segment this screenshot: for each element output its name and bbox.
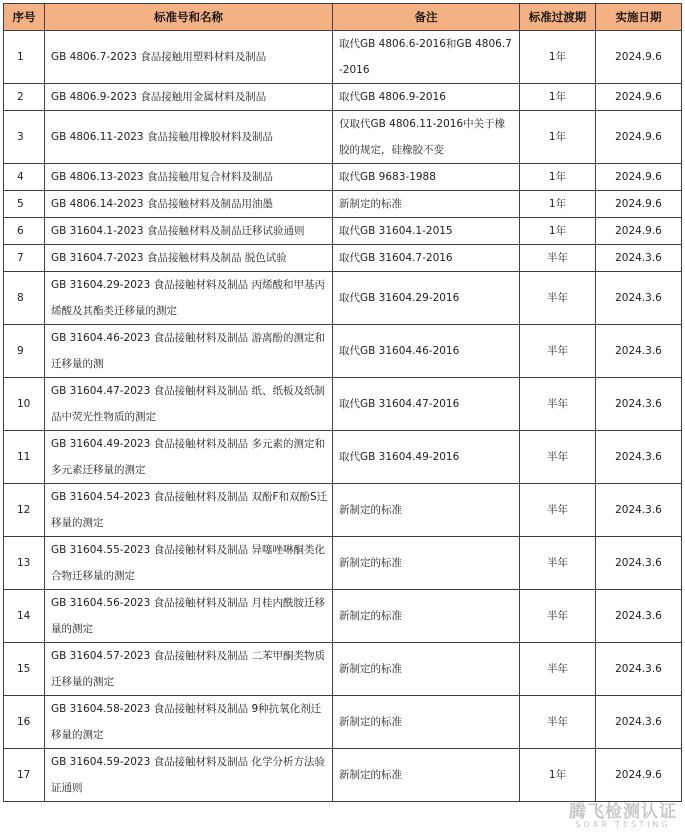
table-row <box>4 643 682 696</box>
row-implementation-date: 2024.9.6 <box>596 31 682 84</box>
row-implementation-date: 2024.3.6 <box>596 245 682 272</box>
row-implementation-date: 2024.3.6 <box>596 643 682 696</box>
table-row <box>4 31 682 84</box>
row-seq: 13 <box>4 537 45 590</box>
row-remarks: 新制定的标准 <box>333 537 520 590</box>
table-row <box>4 111 682 164</box>
row-seq: 12 <box>4 484 45 537</box>
row-remarks: 取代GB 31604.7-2016 <box>333 245 520 272</box>
row-seq: 3 <box>4 111 45 164</box>
row-standard-name: GB 31604.7-2023 食品接触材料及制品 脱色试验 <box>45 245 333 272</box>
row-remarks: 新制定的标准 <box>333 749 520 802</box>
table-row <box>4 272 682 325</box>
row-standard-name: GB 31604.55-2023 食品接触材料及制品 异噻唑啉酮类化合物迁移量的测定 <box>45 537 333 590</box>
row-transition-period: 1年 <box>520 218 596 245</box>
table-row <box>4 484 682 537</box>
row-seq: 16 <box>4 696 45 749</box>
row-standard-name: GB 4806.9-2023 食品接触用金属材料及制品 <box>45 84 333 111</box>
header-transition-period: 标准过渡期 <box>520 4 596 31</box>
header-seq: 序号 <box>4 4 45 31</box>
row-remarks: 取代GB 9683-1988 <box>333 164 520 191</box>
row-seq: 1 <box>4 31 45 84</box>
row-seq: 9 <box>4 325 45 378</box>
row-standard-name: GB 31604.1-2023 食品接触材料及制品迁移试验通则 <box>45 218 333 245</box>
row-seq: 5 <box>4 191 45 218</box>
table-row <box>4 431 682 484</box>
header-remarks: 备注 <box>333 4 520 31</box>
row-standard-name: GB 31604.49-2023 食品接触材料及制品 多元素的测定和多元素迁移量的测定 <box>45 431 333 484</box>
row-implementation-date: 2024.3.6 <box>596 537 682 590</box>
row-seq: 10 <box>4 378 45 431</box>
header-row <box>4 4 682 31</box>
row-standard-name: GB 31604.56-2023 食品接触材料及制品 月桂内酰胺迁移量的测定 <box>45 590 333 643</box>
row-standard-name: GB 31604.57-2023 食品接触材料及制品 二苯甲酮类物质迁移量的测定 <box>45 643 333 696</box>
row-implementation-date: 2024.9.6 <box>596 191 682 218</box>
table-row <box>4 749 682 802</box>
row-seq: 15 <box>4 643 45 696</box>
row-remarks: 新制定的标准 <box>333 643 520 696</box>
row-seq: 7 <box>4 245 45 272</box>
row-standard-name: GB 31604.58-2023 食品接触材料及制品 9种抗氧化剂迁移量的测定 <box>45 696 333 749</box>
standards-table <box>3 3 682 802</box>
row-implementation-date: 2024.3.6 <box>596 484 682 537</box>
row-implementation-date: 2024.3.6 <box>596 378 682 431</box>
row-transition-period: 1年 <box>520 191 596 218</box>
row-transition-period: 半年 <box>520 245 596 272</box>
row-implementation-date: 2024.9.6 <box>596 111 682 164</box>
row-implementation-date: 2024.9.6 <box>596 164 682 191</box>
row-remarks: 取代GB 31604.46-2016 <box>333 325 520 378</box>
row-remarks: 新制定的标准 <box>333 484 520 537</box>
row-standard-name: GB 31604.29-2023 食品接触材料及制品 丙烯酸和甲基丙烯酸及其酯类迁移量的测定 <box>45 272 333 325</box>
table-row <box>4 84 682 111</box>
row-transition-period: 半年 <box>520 431 596 484</box>
table-row <box>4 218 682 245</box>
row-remarks: 新制定的标准 <box>333 191 520 218</box>
row-seq: 14 <box>4 590 45 643</box>
row-standard-name: GB 4806.7-2023 食品接触用塑料材料及制品 <box>45 31 333 84</box>
row-transition-period: 半年 <box>520 537 596 590</box>
row-transition-period: 半年 <box>520 484 596 537</box>
row-remarks: 仅取代GB 4806.11-2016中关于橡胶的规定，硅橡胶不变 <box>333 111 520 164</box>
row-implementation-date: 2024.3.6 <box>596 696 682 749</box>
row-transition-period: 半年 <box>520 272 596 325</box>
header-standard-name: 标准号和名称 <box>45 4 333 31</box>
row-implementation-date: 2024.9.6 <box>596 84 682 111</box>
row-seq: 2 <box>4 84 45 111</box>
table-body <box>4 31 682 802</box>
row-implementation-date: 2024.9.6 <box>596 218 682 245</box>
row-transition-period: 半年 <box>520 643 596 696</box>
table-row <box>4 378 682 431</box>
row-transition-period: 1年 <box>520 111 596 164</box>
row-transition-period: 1年 <box>520 749 596 802</box>
table-row <box>4 537 682 590</box>
row-implementation-date: 2024.3.6 <box>596 325 682 378</box>
row-transition-period: 1年 <box>520 31 596 84</box>
row-implementation-date: 2024.3.6 <box>596 431 682 484</box>
table-row <box>4 590 682 643</box>
watermark-cn: 腾飞检测认证 <box>569 802 677 822</box>
row-remarks: 新制定的标准 <box>333 590 520 643</box>
table-row <box>4 245 682 272</box>
row-seq: 8 <box>4 272 45 325</box>
row-implementation-date: 2024.3.6 <box>596 590 682 643</box>
row-standard-name: GB 31604.54-2023 食品接触材料及制品 双酚F和双酚S迁移量的测定 <box>45 484 333 537</box>
header-implementation-date: 实施日期 <box>596 4 682 31</box>
row-standard-name: GB 31604.47-2023 食品接触材料及制品 纸、纸板及纸制品中荧光性物质的测定 <box>45 378 333 431</box>
row-seq: 17 <box>4 749 45 802</box>
row-standard-name: GB 4806.14-2023 食品接触材料及制品用油墨 <box>45 191 333 218</box>
row-transition-period: 1年 <box>520 164 596 191</box>
row-seq: 4 <box>4 164 45 191</box>
row-standard-name: GB 31604.46-2023 食品接触材料及制品 游离酚的测定和迁移量的测 <box>45 325 333 378</box>
row-implementation-date: 2024.9.6 <box>596 749 682 802</box>
row-standard-name: GB 4806.13-2023 食品接触用复合材料及制品 <box>45 164 333 191</box>
row-implementation-date: 2024.3.6 <box>596 272 682 325</box>
row-seq: 11 <box>4 431 45 484</box>
row-standard-name: GB 31604.59-2023 食品接触材料及制品 化学分析方法验证通则 <box>45 749 333 802</box>
row-remarks: 新制定的标准 <box>333 696 520 749</box>
table-row <box>4 164 682 191</box>
row-standard-name: GB 4806.11-2023 食品接触用橡胶材料及制品 <box>45 111 333 164</box>
table-row <box>4 696 682 749</box>
row-transition-period: 半年 <box>520 696 596 749</box>
row-transition-period: 1年 <box>520 84 596 111</box>
table-row <box>4 191 682 218</box>
table-row <box>4 325 682 378</box>
row-transition-period: 半年 <box>520 325 596 378</box>
row-remarks: 取代GB 31604.29-2016 <box>333 272 520 325</box>
row-remarks: 取代GB 4806.6-2016和GB 4806.7-2016 <box>333 31 520 84</box>
watermark-en: SOAR TESTING <box>575 820 671 829</box>
row-transition-period: 半年 <box>520 590 596 643</box>
row-seq: 6 <box>4 218 45 245</box>
row-transition-period: 半年 <box>520 378 596 431</box>
row-remarks: 取代GB 31604.49-2016 <box>333 431 520 484</box>
row-remarks: 取代GB 31604.47-2016 <box>333 378 520 431</box>
row-remarks: 取代GB 4806.9-2016 <box>333 84 520 111</box>
row-remarks: 取代GB 31604.1-2015 <box>333 218 520 245</box>
